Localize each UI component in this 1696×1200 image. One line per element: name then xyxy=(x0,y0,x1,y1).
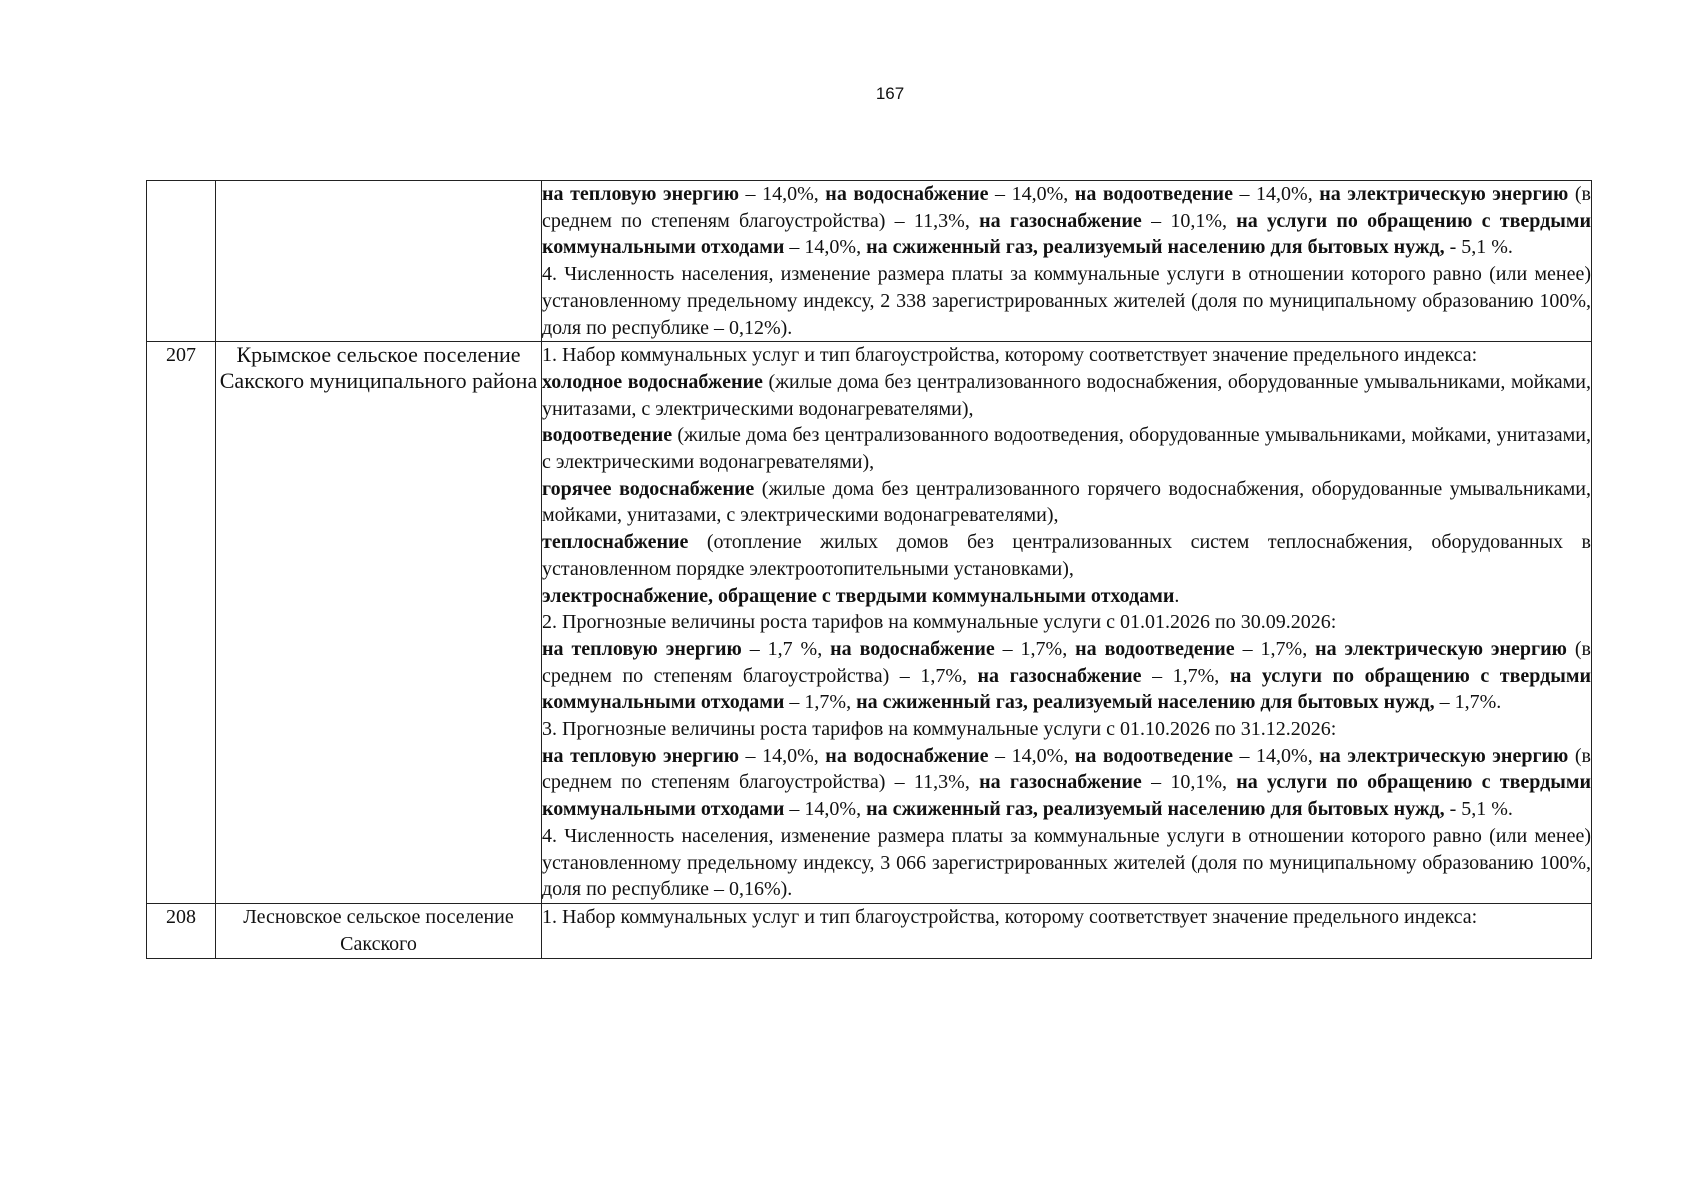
page-number: 167 xyxy=(875,84,905,103)
text-span: (в среднем по степеням благоустройства) – 11,3%, xyxy=(542,183,1591,232)
text-span: – 14,0%, xyxy=(784,798,867,821)
table-row xyxy=(147,903,1592,958)
paragraph xyxy=(542,342,1591,369)
bold-text: на тепловую энергию xyxy=(542,744,740,767)
text-span: (жилые дома без централизованного водоотведения, оборудованные умывальниками, мойками, унитазами, с электрическими водонагревателями), xyxy=(542,424,1591,474)
paragraph xyxy=(542,636,1591,716)
paragraph xyxy=(542,609,1591,636)
text-span: – 10,1%, xyxy=(1141,209,1237,232)
text-span: – 14,0%, xyxy=(1232,183,1320,205)
bold-text: на услуги по обращению с твердыми коммунальными отходами xyxy=(542,771,1591,821)
bold-text: холодное водоснабжение xyxy=(542,370,763,393)
bold-text: на газоснабжение xyxy=(977,664,1142,687)
paragraph xyxy=(542,422,1591,475)
text-span: – 14,0%, xyxy=(739,744,826,767)
text-span: (жилые дома без централизованного водоснабжения, оборудованные умывальниками, мойками, унитазами, с электрическими водонагревателями), xyxy=(542,370,1591,420)
bold-text: на газоснабжение xyxy=(979,209,1142,232)
paragraph xyxy=(542,476,1591,529)
bold-text: на водоотведение xyxy=(1075,637,1235,660)
text-span: – 1,7%, xyxy=(1234,637,1316,660)
bold-text: на тепловую энергию xyxy=(542,183,740,205)
table-body xyxy=(147,181,1592,959)
bold-text: на услуги по обращению с твердыми коммунальными отходами xyxy=(542,209,1591,259)
text-span: (отопление жилых домов без централизованных систем теплоснабжения, оборудованных в установленном порядке электроотопительными установками), xyxy=(542,531,1591,580)
text-span: – 1,7%, xyxy=(784,691,857,714)
bold-text: на электрическую энергию xyxy=(1319,744,1569,767)
text-span: - 5,1 %. xyxy=(1444,798,1513,821)
text-span: – 1,7%, xyxy=(1141,664,1230,687)
bold-text: на тепловую энергию xyxy=(542,637,742,660)
row-number-cell xyxy=(147,181,216,342)
text-span: – 14,0%, xyxy=(739,183,826,205)
tariff-description-cell xyxy=(542,903,1592,958)
text-span: – 1,7 %, xyxy=(741,637,831,660)
tariff-description-cell xyxy=(542,181,1592,342)
bold-text: на водоснабжение xyxy=(825,744,989,767)
text-span: 4. Численность населения, изменение размера платы за коммунальные услуги в отношении которого равно (или менее) установленному предельному индексу, 3 066 зарегистрированных жителей (доля по муниципальному образованию 100%, доля по республике – 0,16%). xyxy=(542,824,1591,901)
row-number-cell: 208 xyxy=(147,903,216,958)
text-span: – 14,0%, xyxy=(1232,744,1320,767)
municipality-name-cell: Лесновское сельское поселение Сакского xyxy=(216,903,542,958)
text-span: – 14,0%, xyxy=(988,183,1075,205)
bold-text: горячее водоснабжение xyxy=(542,477,755,500)
paragraph xyxy=(542,181,1591,261)
text-span: 3. Прогнозные величины роста тарифов на коммунальные услуги с 01.10.2026 по 31.12.2026: xyxy=(542,718,1337,741)
bold-text: электроснабжение, обращение с твердыми коммунальными отходами xyxy=(542,584,1175,607)
bold-text: на услуги по обращению с твердыми коммунальными отходами xyxy=(542,664,1592,714)
bold-text: на водоотведение xyxy=(1074,183,1233,205)
text-span: (в среднем по степеням благоустройства) – 11,3%, xyxy=(542,744,1591,794)
bold-text: теплоснабжение xyxy=(542,531,689,554)
paragraph xyxy=(542,743,1591,823)
tariff-table xyxy=(146,180,1592,959)
bold-text: на электрическую энергию xyxy=(1319,183,1569,205)
text-span: 2. Прогнозные величины роста тарифов на коммунальные услуги с 01.01.2026 по 30.09.2026: xyxy=(542,611,1337,634)
text-span: 1. Набор коммунальных услуг и тип благоустройства, которому соответствует значение предельного индекса: xyxy=(542,905,1478,928)
paragraph xyxy=(542,529,1591,582)
paragraph xyxy=(542,369,1591,422)
paragraph xyxy=(542,823,1591,903)
paragraph xyxy=(542,583,1591,610)
municipality-name-cell xyxy=(216,181,542,342)
text-span: – 14,0%, xyxy=(988,744,1075,767)
text-span: – 1,7%. xyxy=(1434,691,1502,714)
text-span: . xyxy=(1174,584,1180,607)
paragraph xyxy=(542,904,1591,931)
text-span: 1. Набор коммунальных услуг и тип благоустройства, которому соответствует значение предельного индекса: xyxy=(542,344,1478,367)
paragraph xyxy=(542,261,1591,341)
bold-text: на сжиженный газ, реализуемый населению для бытовых нужд, xyxy=(856,691,1435,714)
text-span: – 10,1%, xyxy=(1141,771,1237,794)
tariff-description-cell xyxy=(542,342,1592,904)
bold-text: на электрическую энергию xyxy=(1315,637,1567,660)
text-span: – 1,7%, xyxy=(994,637,1076,660)
bold-text: на сжиженный газ, реализуемый населению для бытовых нужд, xyxy=(866,798,1445,821)
text-span: (в среднем по степеням благоустройства) – 1,7%, xyxy=(542,637,1591,687)
bold-text: на водоснабжение xyxy=(825,183,989,205)
table-row xyxy=(147,342,1592,904)
text-span: 4. Численность населения, изменение размера платы за коммунальные услуги в отношении которого равно (или менее) установленному предельному индексу, 2 338 зарегистрированных жителей (доля по муниципальному образованию 100%, доля по республике – 0,12%). xyxy=(542,263,1591,339)
bold-text: водоотведение xyxy=(542,424,673,447)
paragraph xyxy=(542,716,1591,743)
table-row xyxy=(147,181,1592,342)
municipality-name-cell: Крымское сельское поселение Сакского муниципального района xyxy=(216,342,542,904)
bold-text: на водоснабжение xyxy=(830,637,995,660)
bold-text: на водоотведение xyxy=(1074,744,1233,767)
bold-text: на газоснабжение xyxy=(979,771,1142,794)
text-span: (жилые дома без централизованного горячего водоснабжения, оборудованные умывальниками, мойками, унитазами, с электрическими водонагревателями), xyxy=(542,477,1591,527)
text-span: – 14,0%, xyxy=(784,236,867,259)
row-number-cell: 207 xyxy=(147,342,216,904)
text-span: - 5,1 %. xyxy=(1444,236,1513,259)
bold-text: на сжиженный газ, реализуемый населению для бытовых нужд, xyxy=(866,236,1445,259)
